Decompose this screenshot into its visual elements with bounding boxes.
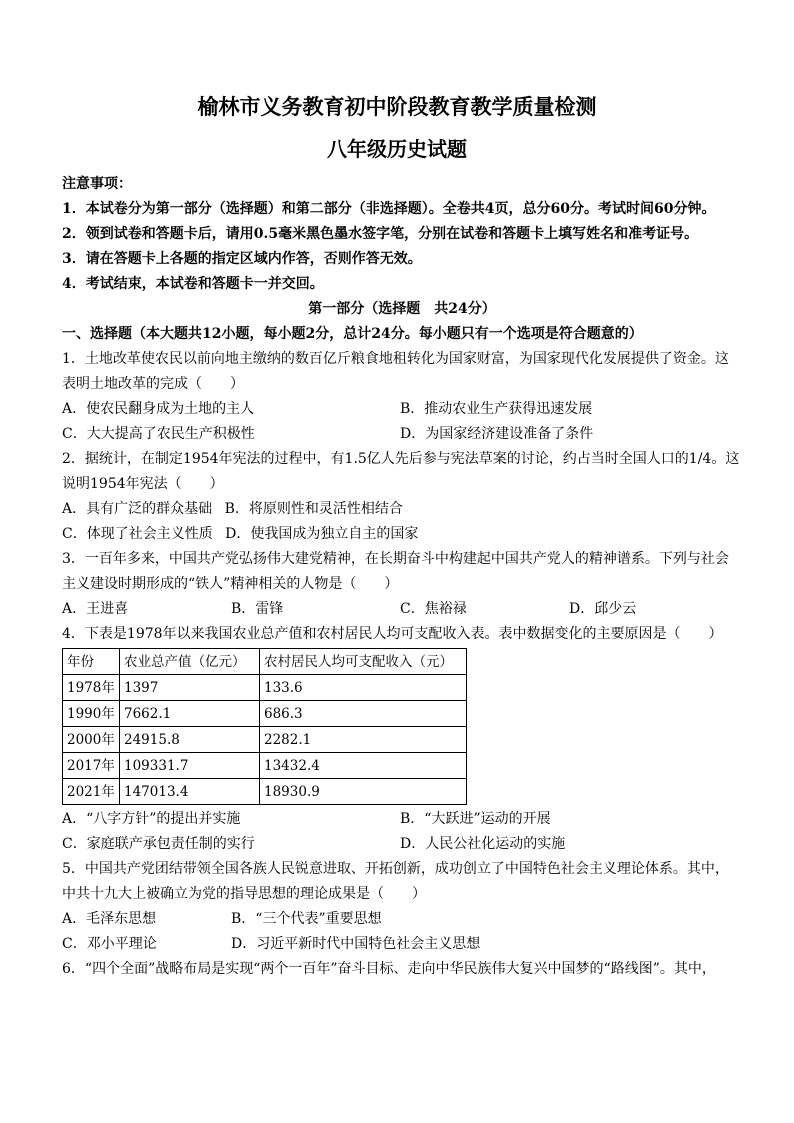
option-a[interactable]: A．王进喜 [62,601,129,617]
question-2-options [62,522,742,547]
option-c[interactable]: C．焦裕禄 [400,601,467,617]
table-row [63,753,467,779]
option-a[interactable]: A．“八字方针”的提出并实施 [62,811,241,827]
option-b[interactable]: B．推动农业生产获得迅速发展 [400,401,593,417]
option-a[interactable]: A．毛泽东思想 [62,911,157,927]
table-header: 农村居民人均可支配收入（元） [260,649,467,675]
exam-title: 榆林市义务教育初中阶段教育教学质量检测 [197,94,597,119]
table-header: 年份 [63,649,120,675]
note-item: 2．领到试卷和答题卡后，请用0.5毫米黑色墨水签字笔，分别在试卷和答题卡上填写姓名和准考证号。 [62,226,699,242]
table-cell: 13432.4 [260,753,467,779]
option-c[interactable]: C．体现了社会主义性质 [62,526,213,542]
table-cell: 2282.1 [260,727,467,753]
note-item: 4．考试结束，本试卷和答题卡一并交回。 [62,276,324,292]
table-cell: 2000年 [63,727,120,753]
question-1-options [62,397,742,422]
question-1-options [62,422,742,447]
option-d[interactable]: D．邱少云 [569,601,637,617]
question-3-stem: 3．一百年多来，中国共产党弘扬伟大建党精神，在长期奋斗中构建起中国共产党人的精神谱系。下列与社会主义建设时期形成的“铁人”精神相关的人物是（ ） [62,551,729,592]
section-heading: 一、选择题（本大题共12小题，每小题2分，总计24分。每小题只有一个选项是符合题意的） [62,326,643,342]
table-cell: 7662.1 [120,701,260,727]
question-5-options [62,932,742,957]
option-c[interactable]: C．邓小平理论 [62,936,157,952]
note-item: 1．本试卷分为第一部分（选择题）和第二部分（非选择题）。全卷共4页，总分60分。考试时间60分钟。 [62,201,716,217]
table-cell: 686.3 [260,701,467,727]
option-d[interactable]: D．使我国成为独立自主的国家 [225,526,419,542]
table-cell: 24915.8 [120,727,260,753]
question-4-options [62,807,742,832]
option-b[interactable]: B．“大跃进”运动的开展 [400,811,551,827]
question-2-stem: 2．据统计，在制定1954年宪法的过程中，有1.5亿人先后参与宪法草案的讨论，约占当时全国人口的1/4。这说明1954年宪法（ ） [62,451,740,492]
option-b[interactable]: B．雷锋 [231,601,284,617]
table-cell: 1978年 [63,675,120,701]
table-row [63,701,467,727]
table-cell: 1990年 [63,701,120,727]
option-d[interactable]: D．为国家经济建设准备了条件 [400,426,594,442]
question-5-options [62,907,742,932]
table-cell: 1397 [120,675,260,701]
question-4-stem: 4．下表是1978年以来我国农业总产值和农村居民人均可支配收入表。表中数据变化的主要原因是（ ） [62,626,723,642]
question-2-options [62,497,742,522]
question-1-stem: 1．土地改革使农民以前向地主缴纳的数百亿斤粮食地租转化为国家财富，为国家现代化发展提供了资金。这表明土地改革的完成（ ） [62,351,729,392]
option-a[interactable]: A．具有广泛的群众基础 [62,501,213,517]
option-b[interactable]: B．“三个代表”重要思想 [231,911,382,927]
note-item: 3．请在答题卡上各题的指定区域内作答，否则作答无效。 [62,251,422,267]
part1-heading: 第一部分（选择题 共24分） [308,301,496,317]
table-cell: 133.6 [260,675,467,701]
question-4-options [62,832,742,857]
table-cell: 2021年 [63,779,120,805]
table-row [63,727,467,753]
question-5-stem: 5．中国共产党团结带领全国各族人民锐意进取、开拓创新，成功创立了中国特色社会主义理论体系。其中，中共十九大上被确立为党的指导思想的理论成果是（ ） [62,861,729,902]
table-cell: 18930.9 [260,779,467,805]
exam-subtitle: 八年级历史试题 [327,137,467,161]
question-6-stem: 6．“四个全面”战略布局是实现“两个一百年”奋斗目标、走向中华民族伟大复兴中国梦的“路线图”。其中， [62,961,716,977]
option-b[interactable]: B．将原则性和灵活性相结合 [224,501,403,517]
table-cell: 2017年 [63,753,120,779]
option-d[interactable]: D．习近平新时代中国特色社会主义思想 [231,936,481,952]
table-row [63,779,467,805]
question-3-options [62,597,742,622]
option-d[interactable]: D．人民公社化运动的实施 [400,836,566,852]
option-a[interactable]: A．使农民翻身成为土地的主人 [62,401,255,417]
table-header: 农业总产值（亿元） [120,649,260,675]
table-row [63,675,467,701]
table-cell: 109331.7 [120,753,260,779]
option-c[interactable]: C．大大提高了农民生产积极性 [62,426,255,442]
exam-content [62,172,742,982]
option-c[interactable]: C．家庭联产承包责任制的实行 [62,836,255,852]
notes-heading: 注意事项： [62,176,132,192]
table-cell: 147013.4 [120,779,260,805]
income-table [62,648,467,805]
table-header-row [63,649,467,675]
